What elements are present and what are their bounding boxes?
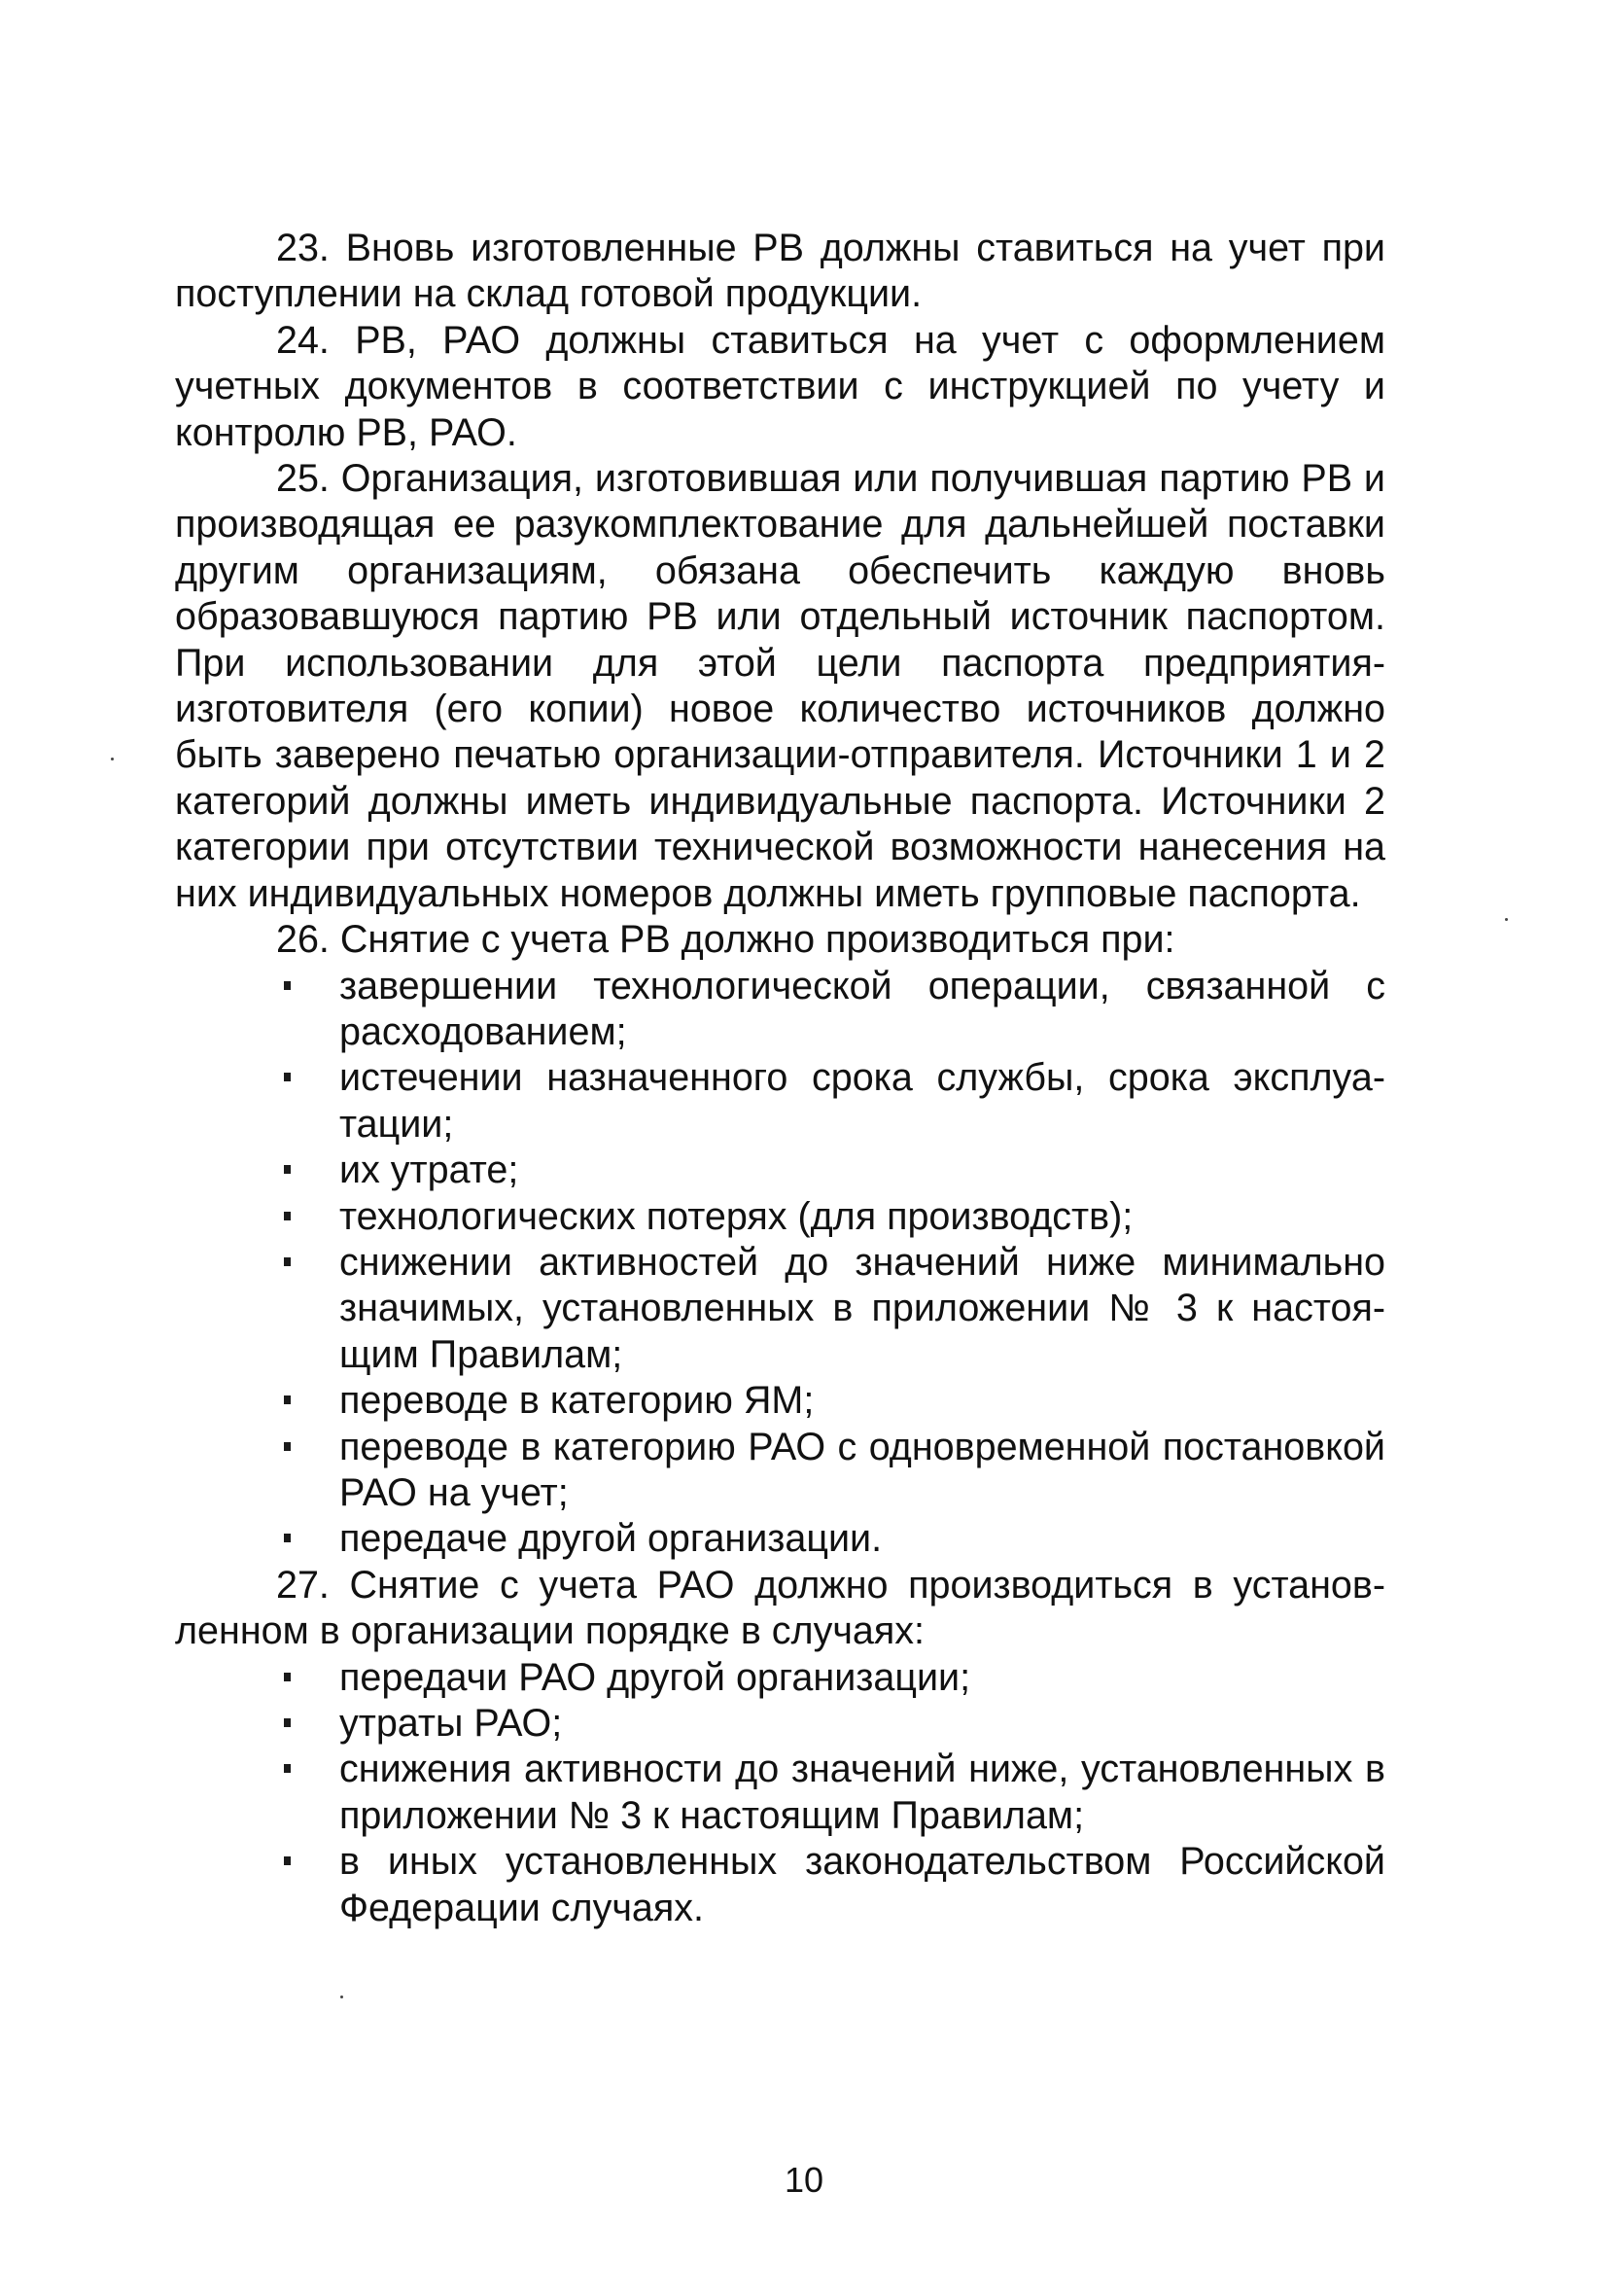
- list-item: [175, 1516, 1385, 1562]
- list-item: [175, 1194, 1385, 1240]
- list-item-text: переводе в категорию РАО с одновременной постановкой РАО на учет;: [339, 1425, 1385, 1514]
- bullet-icon: [284, 1856, 291, 1865]
- bullet-icon: [284, 1673, 291, 1681]
- scan-speck: [340, 1996, 343, 1998]
- bullet-icon: [284, 1395, 291, 1404]
- paragraph-25: 25. Организация, изготовившая или получившая партию РВ и производящая ее разукомплектование для дальнейшей поставки другим организациям, обязана обеспечить каждую вновь образовавшуюся партию РВ или отдельный источник паспортом. При использовании для этой цели паспорта предприятия-изготовителя (его копии) новое количество источников должно быть заверено печатью организации-отправителя. Источники 1 и 2 категорий должны иметь индивидуальные паспорта. Источники 2 категории при отсутствии технической возможности нанесения на них индивидуальных номеров должны иметь групповые паспорта.: [175, 457, 1385, 915]
- bullet-icon: [284, 1718, 291, 1727]
- list-item-text: снижения активности до значений ниже, установленных в приложении № 3 к настоящим Правилам;: [339, 1748, 1385, 1837]
- bullet-icon: [284, 981, 291, 990]
- bullet-icon: [284, 1442, 291, 1451]
- list-item: [175, 1747, 1385, 1839]
- bullet-icon: [284, 1212, 291, 1220]
- list-item-text: завершении технологической операции, связанной с расходованием;: [339, 964, 1385, 1053]
- page-number: 10: [784, 2160, 824, 2200]
- list-item: [175, 1839, 1385, 1931]
- bullet-icon: [284, 1165, 291, 1174]
- list-item: [175, 1055, 1385, 1148]
- list-item-text: передачи РАО другой организации;: [339, 1655, 971, 1699]
- list-item: [175, 1378, 1385, 1424]
- list-item-text: их утрате;: [339, 1148, 519, 1192]
- bullet-icon: [284, 1764, 291, 1773]
- list-item-text: утраты РАО;: [339, 1702, 563, 1745]
- paragraph-26: 26. Снятие с учета РВ должно производиться при:: [276, 918, 1175, 962]
- list-item-text: снижении активностей до значений ниже минимально значимых, установленных в приложении № 3 к настоящим Правилам;: [339, 1240, 1385, 1376]
- bullet-icon: [284, 1534, 291, 1542]
- list-item: [175, 1240, 1385, 1378]
- list-item-text: передаче другой организации.: [339, 1517, 883, 1561]
- paragraph-27: 27. Снятие с учета РАО должно производиться в установленном в организации порядке в случаях:: [175, 1563, 1385, 1653]
- paragraph-23: 23. Вновь изготовленные РВ должны ставиться на учет при поступлении на склад готовой продукции.: [175, 227, 1385, 316]
- paragraph-24: 24. РВ, РАО должны ставиться на учет с оформлением учетных документов в соответствии с инструкцией по учету и контролю РВ, РАО.: [175, 318, 1385, 454]
- list-item-text: переводе в категорию ЯМ;: [339, 1379, 815, 1423]
- scan-speck: [111, 758, 114, 760]
- deregistration-rv-list: [175, 964, 1385, 1563]
- list-item-text: истечении назначенного срока службы, срока эксплуатации;: [339, 1056, 1385, 1146]
- list-item-text: технологических потерях (для производств);: [339, 1194, 1134, 1238]
- bullet-icon: [284, 1073, 291, 1081]
- list-item: [175, 964, 1385, 1056]
- list-item: [175, 1701, 1385, 1747]
- list-item: [175, 1425, 1385, 1517]
- deregistration-rao-list: [175, 1655, 1385, 1931]
- bullet-icon: [284, 1257, 291, 1266]
- scan-speck: [1505, 918, 1508, 921]
- list-item-text: в иных установленных законодательством Российской Федерации случаях.: [339, 1840, 1385, 1929]
- document-body: [175, 226, 1385, 1931]
- list-item: [175, 1655, 1385, 1701]
- list-item: [175, 1148, 1385, 1193]
